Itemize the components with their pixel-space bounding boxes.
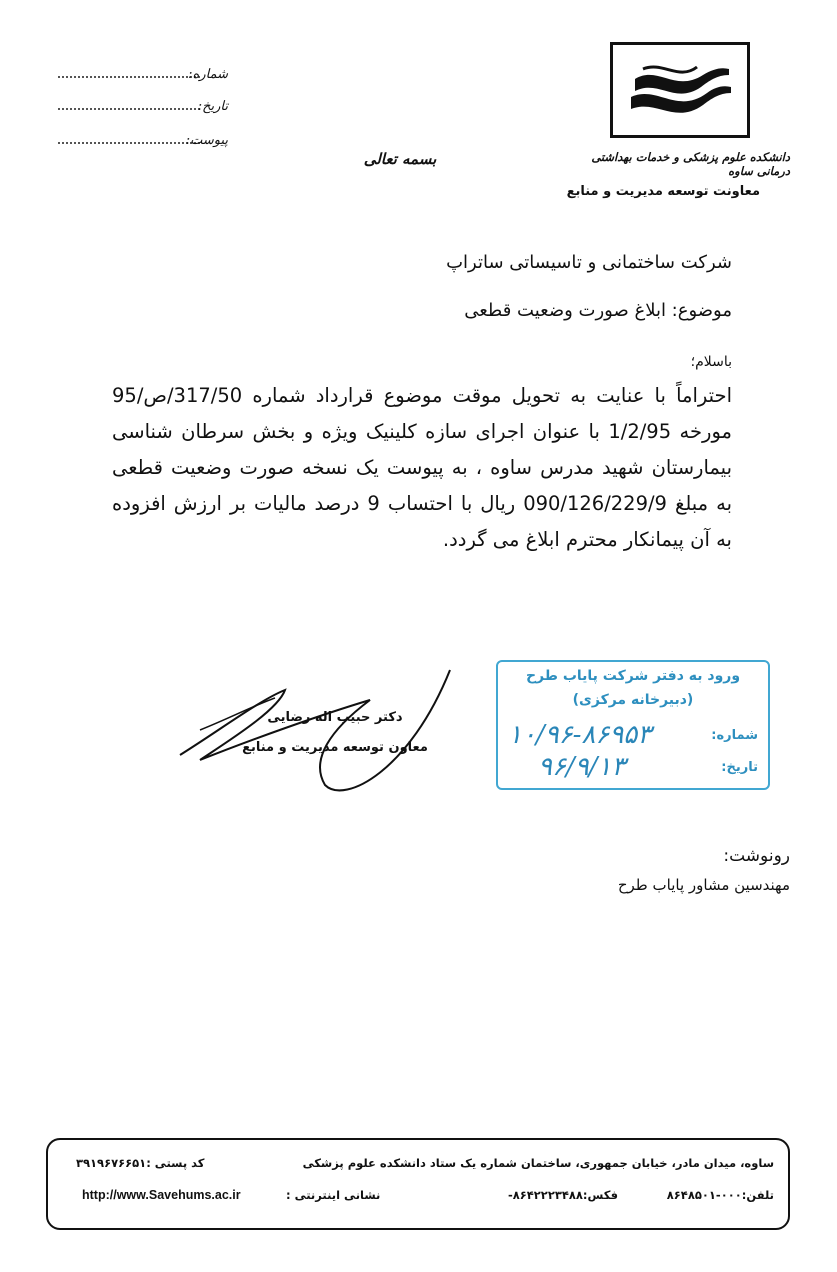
greeting: باسلام؛ — [690, 354, 732, 370]
letter-body: احتراماً با عنایت به تحویل موقت موضوع قرارداد شماره 317/50/ص/95 مورخه 1/2/95 با عنوان اجرای سازه کلینیک ویژه و بخش سرطان شناسی بیمارستان شهید مدرس ساوه ، به پیوست یک نسخه صورت وضعیت قطعی به مبلغ 090/126/229/9 ریال با احتساب 9 درصد مالیات بر ارزش افزوده به آن پیمانکار محترم ابلاغ می گردد. — [112, 384, 732, 551]
university-name: دانشکده علوم پزشکی و خدمات بهداشتی درمانی ساوه — [591, 150, 790, 178]
book-wave-icon — [613, 45, 747, 135]
number-label: شماره: — [188, 67, 228, 82]
attachment-field — [58, 128, 228, 148]
footer-website: http://www.Savehums.ac.ir — [82, 1188, 241, 1202]
handwritten-signature — [160, 660, 460, 810]
stamp-title: ورود به دفتر شرکت پایاب طرح — [525, 668, 741, 684]
cc-recipient: مهندسین مشاور پایاب طرح — [617, 876, 790, 894]
signatory-name: دکتر حبیب اله رضایی — [267, 710, 403, 725]
date-field — [58, 94, 228, 114]
footer-box — [46, 1138, 790, 1230]
stamp-date-label: تاریخ: — [721, 760, 758, 775]
footer-phone: تلفن:۰۰۰-۸۶۴۸۵۰۱ — [666, 1188, 774, 1202]
signatory-title: معاون توسعه مدیریت و منابع — [242, 740, 428, 755]
deputy-office: معاونت توسعه مدیریت و منابع — [566, 184, 760, 199]
footer-address: ساوه، میدان مادر، خیابان جمهوری، ساختمان شماره یک ستاد دانشکده علوم پزشکی — [302, 1156, 774, 1170]
cc-label: رونوشت: — [723, 846, 790, 866]
stamp-number-label: شماره: — [711, 728, 758, 743]
date-label: تاریخ: — [197, 99, 228, 114]
basmala: بسمه تعالی — [363, 150, 437, 168]
number-field — [58, 62, 228, 82]
recipient: شرکت ساختمانی و تاسیساتی ساتراپ — [446, 252, 732, 273]
footer-postal-code: کد پستی :۳۹۱۹۶۷۶۶۵۱ — [76, 1156, 205, 1170]
subject: موضوع: ابلاغ صورت وضعیت قطعی — [464, 300, 732, 321]
attachment-label: پیوست: — [185, 133, 228, 148]
footer-website-label: نشانی اینترنتی : — [286, 1188, 381, 1202]
stamp-number-value: ۱۰/۹۶-۸۶۹۵۳ — [508, 720, 652, 750]
footer-fax: فکس:۸۶۴۲۲۲۳۴۸۸- — [507, 1188, 618, 1202]
receipt-stamp — [496, 660, 770, 790]
stamp-date-value: ۹۶/۹/۱۳ — [538, 752, 626, 782]
stamp-subtitle: (دبیرخانه مرکزی) — [572, 692, 694, 708]
university-logo — [610, 42, 750, 138]
